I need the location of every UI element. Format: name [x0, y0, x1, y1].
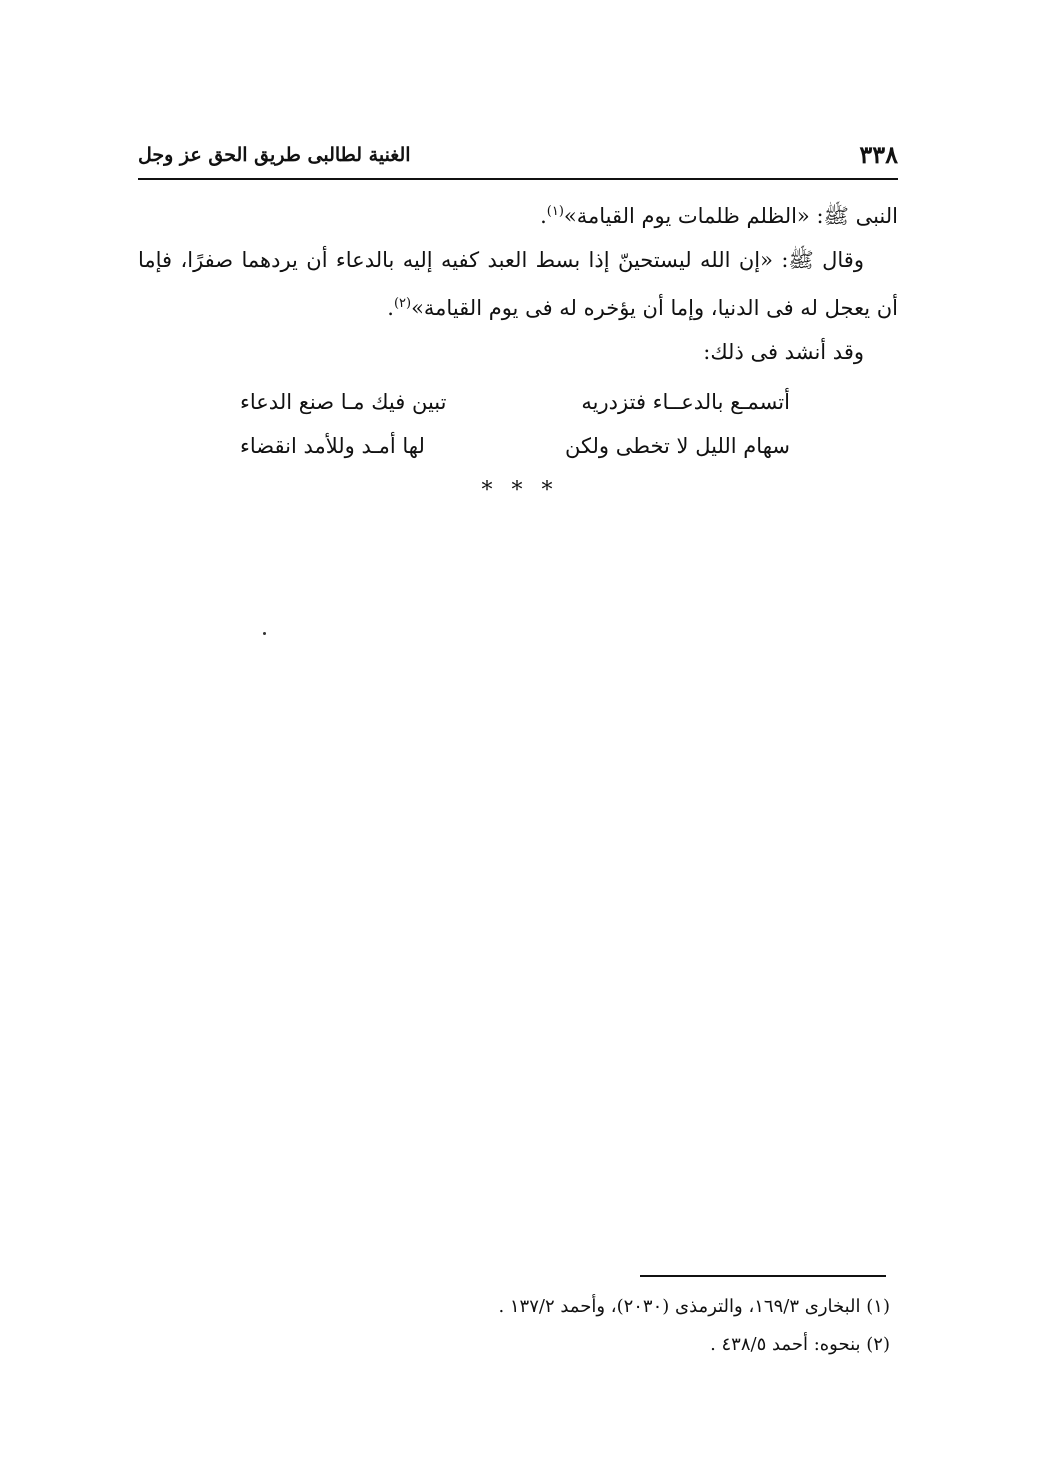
footnote-1: (١) البخارى ١٦٩/٣، والترمذى (٢٠٣٠)، وأحمد ١٣٧/٢ .	[498, 1296, 890, 1317]
hemistich-second: لها أمـد وللأمد انقضاء	[240, 434, 425, 458]
hemistich-first: سهام الليل لا تخطى ولكن	[564, 434, 790, 458]
hemistich-first: أتسمـع بالدعــاء فتزدريه	[581, 390, 790, 414]
running-title: الغنية لطالبى طريق الحق عز وجل	[138, 144, 411, 166]
poem-intro: وقد أنشد فى ذلك:	[703, 340, 864, 364]
header-rule	[138, 178, 898, 180]
hadith-line-1: النبى ﷺ: «الظلم ظلمات يوم القيامة»$^{(١)}$.	[540, 204, 898, 228]
poem	[240, 380, 790, 468]
footnote-2: (٢) بنحوه: أحمد ٤٣٨/٥ .	[710, 1334, 890, 1355]
poem-verse	[240, 380, 790, 424]
page-number: ٣٣٨	[859, 140, 898, 169]
hadith-paragraph-2: وقال ﷺ: «إن الله ليستحينّ إذا بسط العبد كفيه إليه بالدعاء أن يردهما صفرًا، فإما أن يعجل له فى الدنيا، وإما أن يؤخره له فى يوم القيامة»$^{(٢)}$.	[138, 248, 898, 320]
hemistich-second: تبين فيك مـا صنع الدعاء	[240, 390, 447, 414]
body-text	[138, 190, 898, 374]
footnote-ref-1: (١)	[546, 204, 564, 219]
page-header	[138, 140, 898, 174]
footnote-ref-2: (٢)	[393, 296, 412, 311]
footnotes	[380, 1288, 890, 1364]
scan-speck	[263, 632, 266, 635]
poem-verse	[240, 424, 790, 468]
section-separator: * * *	[481, 478, 559, 503]
footnote-rule	[640, 1275, 886, 1277]
